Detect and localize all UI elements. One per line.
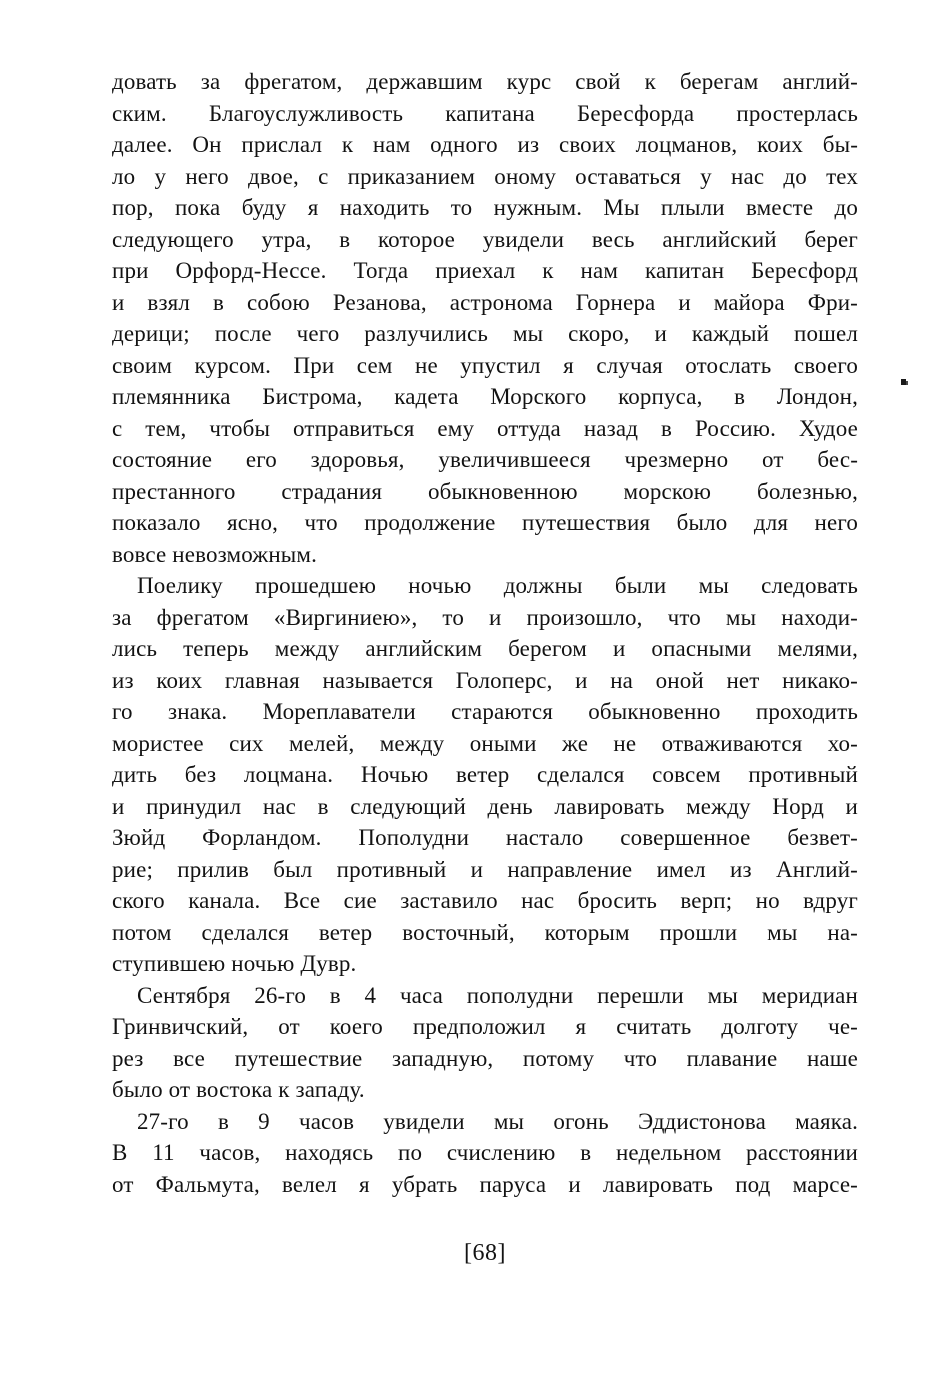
- text-line: состояние его здоровья, увеличившееся чрезмерно от бес-: [112, 447, 858, 472]
- text-line: дерици; после чего разлучились мы скоро, и каждый пошел: [112, 321, 858, 346]
- text-line: далее. Он прислал к нам одного из своих лоцманов, коих бы-: [112, 132, 858, 157]
- text-line: ло у него двое, с приказанием оному оставаться у нас до тех: [112, 163, 858, 189]
- text-line: Гринвичский, от коего предположил я считать долготу че-: [112, 1014, 858, 1039]
- ink-speck-artifact: [901, 379, 906, 385]
- text-line: пор, пока буду я находить то нужным. Мы плыли вместе до: [112, 195, 858, 220]
- text-line: своим курсом. При сем не упустил я случая отослать своего: [112, 352, 858, 378]
- text-line: дить без лоцмана. Ночью ветер сделался совсем противный: [112, 762, 858, 787]
- text-line: довать за фрегатом, державшим курс свой к берегам англий-: [112, 69, 858, 94]
- text-line: племянника Бистрома, кадета Морского корпуса, в Лондон,: [112, 384, 858, 409]
- text-line: показало ясно, что продолжение путешествия было для него: [112, 510, 858, 535]
- text-line: за фрегатом «Виргиниею», то и произошло, что мы находи-: [112, 604, 858, 630]
- text-line: вовсе невозможным.: [112, 541, 317, 567]
- text-line: с тем, чтобы отправиться ему оттуда назад в Россию. Худое: [112, 415, 858, 441]
- text-line: от Фальмута, велел я убрать паруса и лавировать под марсе-: [112, 1171, 858, 1197]
- text-line: ского канала. Все сие заставило нас бросить верп; но вдруг: [112, 888, 858, 913]
- text-line: Зюйд Форландом. Пополудни настало совершенное безвет-: [112, 825, 858, 850]
- text-line: потом сделался ветер восточный, которым прошли мы на-: [112, 919, 858, 945]
- text-line: и принудил нас в следующий день лавировать между Норд и: [112, 793, 858, 819]
- text-line: ступившею ночью Дувр.: [112, 951, 357, 976]
- text-line: мористее сих мелей, между оными же не отваживаются хо-: [112, 730, 858, 756]
- text-line: 27-го в 9 часов увидели мы огонь Эддистонова маяка.: [137, 1108, 858, 1134]
- paragraph: [112, 980, 858, 1106]
- paragraph: [112, 66, 858, 570]
- text-line: следующего утра, в которое увидели весь английский берег: [112, 226, 858, 252]
- paragraph: [112, 1106, 858, 1201]
- text-line: рез все путешествие западную, потому что плавание наше: [112, 1045, 858, 1071]
- text-line: го знака. Мореплаватели стараются обыкновенно проходить: [112, 699, 858, 724]
- text-line: из коих главная называется Голоперс, и на оной нет никако-: [112, 667, 858, 693]
- text-line: Сентября 26-го в 4 часа пополудни перешли мы меридиан: [137, 982, 858, 1008]
- text-line: лись теперь между английским берегом и опасными мелями,: [112, 636, 858, 661]
- text-line: Поелику прошедшею ночью должны были мы следовать: [137, 573, 858, 598]
- text-line: престанного страдания обыкновенною морскою болезнью,: [112, 478, 858, 504]
- text-line: при Орфорд-Нессе. Тогда приехал к нам капитан Бересфорд: [112, 258, 858, 283]
- text-line: было от востока к западу.: [112, 1077, 365, 1102]
- text-line: рие; прилив был противный и направление имел из Англий-: [112, 856, 858, 882]
- text-block: [112, 66, 858, 1200]
- paragraph: [112, 570, 858, 980]
- text-line: и взял в собою Резанова, астронома Горнера и майора Фри-: [112, 289, 858, 315]
- text-line: ским. Благоуслужливость капитана Бересфорда простерлась: [112, 100, 858, 126]
- text-line: В 11 часов, находясь по счислению в недельном расстоянии: [112, 1140, 858, 1165]
- page-number: [68]: [464, 1240, 506, 1266]
